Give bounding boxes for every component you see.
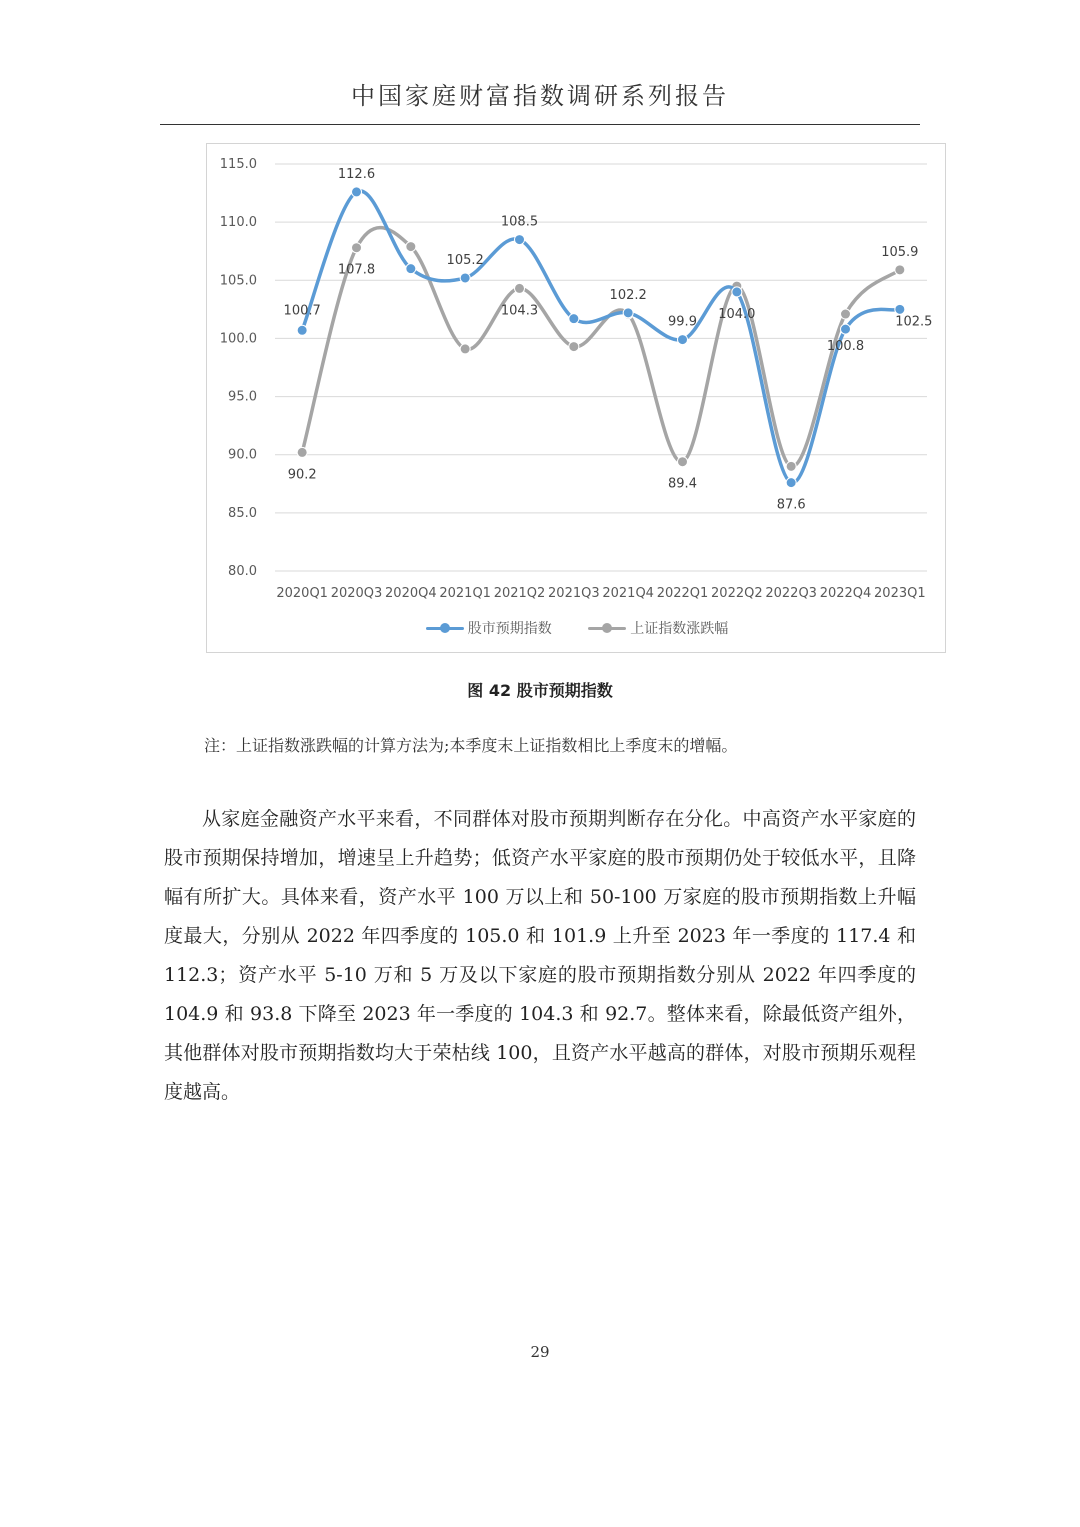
x-tick-label: 2021Q1	[439, 586, 491, 601]
data-label-series-1: 108.5	[500, 214, 539, 230]
chart-canvas	[207, 144, 947, 654]
data-label-series-1: 99.9	[668, 314, 697, 330]
series-2-point	[569, 342, 579, 352]
series-1-point	[678, 335, 688, 345]
series-1-point	[732, 287, 742, 297]
x-tick-label: 2021Q2	[493, 586, 546, 601]
series-1-point	[297, 325, 307, 335]
data-label-series-2: 90.2	[287, 467, 317, 483]
figure-caption: 图 42 股市预期指数	[467, 681, 613, 700]
data-label-series-1: 112.6	[337, 166, 376, 182]
y-tick-label: 85.0	[228, 505, 257, 521]
series-1-point	[515, 235, 525, 245]
x-tick-label: 2021Q4	[602, 586, 654, 601]
report-header-title: 中国家庭财富指数调研系列报告	[351, 82, 729, 110]
y-tick-label: 115.0	[219, 157, 257, 172]
x-tick-label: 2023Q1	[874, 586, 926, 601]
legend-marker-series-2	[588, 622, 626, 634]
series-1-point	[786, 478, 796, 488]
data-label-series-1: 105.2	[446, 252, 484, 268]
data-label-series-1: 102.5	[895, 314, 933, 330]
series-2-point	[678, 457, 688, 467]
series-1-point	[352, 187, 362, 197]
series-1-point	[623, 308, 633, 318]
x-tick-label: 2020Q1	[276, 586, 328, 601]
legend-marker-series-1	[426, 622, 464, 634]
series-2-point	[406, 242, 416, 252]
x-tick-label: 2022Q4	[819, 586, 872, 601]
series-2-point	[297, 447, 307, 457]
y-tick-label: 80.0	[228, 564, 257, 579]
y-tick-label: 105.0	[219, 273, 257, 289]
x-tick-label: 2022Q2	[711, 586, 763, 601]
data-label-series-1: 87.6	[776, 497, 806, 513]
series-2-point	[515, 283, 525, 293]
y-tick-label: 95.0	[228, 389, 257, 405]
series-1-point	[569, 314, 579, 324]
series-line-2	[302, 228, 900, 467]
data-label-series-1: 104.0	[718, 306, 756, 322]
y-tick-label: 110.0	[219, 215, 257, 231]
x-tick-label: 2022Q1	[656, 586, 709, 601]
legend-item-series-1	[426, 618, 552, 638]
body-paragraph: 从家庭金融资产水平来看，不同群体对股市预期判断存在分化。中高资产水平家庭的股市预期保持增加，增速呈上升趋势；低资产水平家庭的股市预期仍处于较低水平，且降幅有所扩大。具体来看，资产水平 100 万以上和 50-100 万家庭的股市预期指数上升幅度最大，分别从 2022 年四季度的 105.0 和 101.9 上升至 2023 年一季度的 117.4 和 112.3；资产水平 5-10 万和 5 万及以下家庭的股市预期指数分别从 2022 年四季度的 104.9 和 93.8 下降至 2023 年一季度的 104.3 和 92.7。整体来看，除最低资产组外，其他群体对股市预期指数均大于荣枯线 100，且资产水平越高的群体，对股市预期乐观程度越高。	[164, 808, 916, 1103]
y-tick-label: 90.0	[228, 447, 257, 463]
series-2-point	[895, 265, 905, 275]
x-tick-label: 2022Q3	[765, 586, 817, 601]
x-tick-label: 2021Q3	[548, 586, 600, 601]
data-label-series-1: 102.2	[609, 287, 647, 303]
y-tick-label: 100.0	[219, 331, 257, 347]
series-line-1	[302, 191, 900, 483]
line-chart	[206, 143, 946, 653]
series-1-point	[841, 324, 851, 334]
data-label-series-2: 104.3	[500, 303, 539, 319]
figure-note: 注：上证指数涨跌幅的计算方法为;本季度末上证指数相比上季度末的增幅。	[204, 736, 738, 755]
x-tick-label: 2020Q4	[385, 586, 437, 601]
series-2-point	[786, 461, 796, 471]
series-2-point	[352, 243, 362, 253]
series-1-point	[895, 304, 905, 314]
data-label-series-1: 100.7	[283, 303, 321, 319]
series-2-point	[460, 344, 470, 354]
legend-label-series-2: 上证指数涨跌幅	[630, 621, 729, 637]
legend-item-series-2	[588, 618, 728, 638]
series-2-point	[841, 309, 851, 319]
data-label-series-2: 107.8	[337, 262, 376, 278]
data-label-series-1: 100.8	[826, 339, 865, 355]
series-1-point	[460, 273, 470, 283]
header-divider	[160, 124, 920, 125]
page-number: 29	[530, 1343, 550, 1361]
x-tick-label: 2020Q3	[330, 586, 383, 601]
chart-legend	[207, 618, 947, 638]
series-1-point	[406, 264, 416, 274]
legend-label-series-1: 股市预期指数	[467, 621, 552, 637]
data-label-series-2: 89.4	[668, 476, 697, 492]
data-label-series-2: 105.9	[881, 244, 919, 260]
